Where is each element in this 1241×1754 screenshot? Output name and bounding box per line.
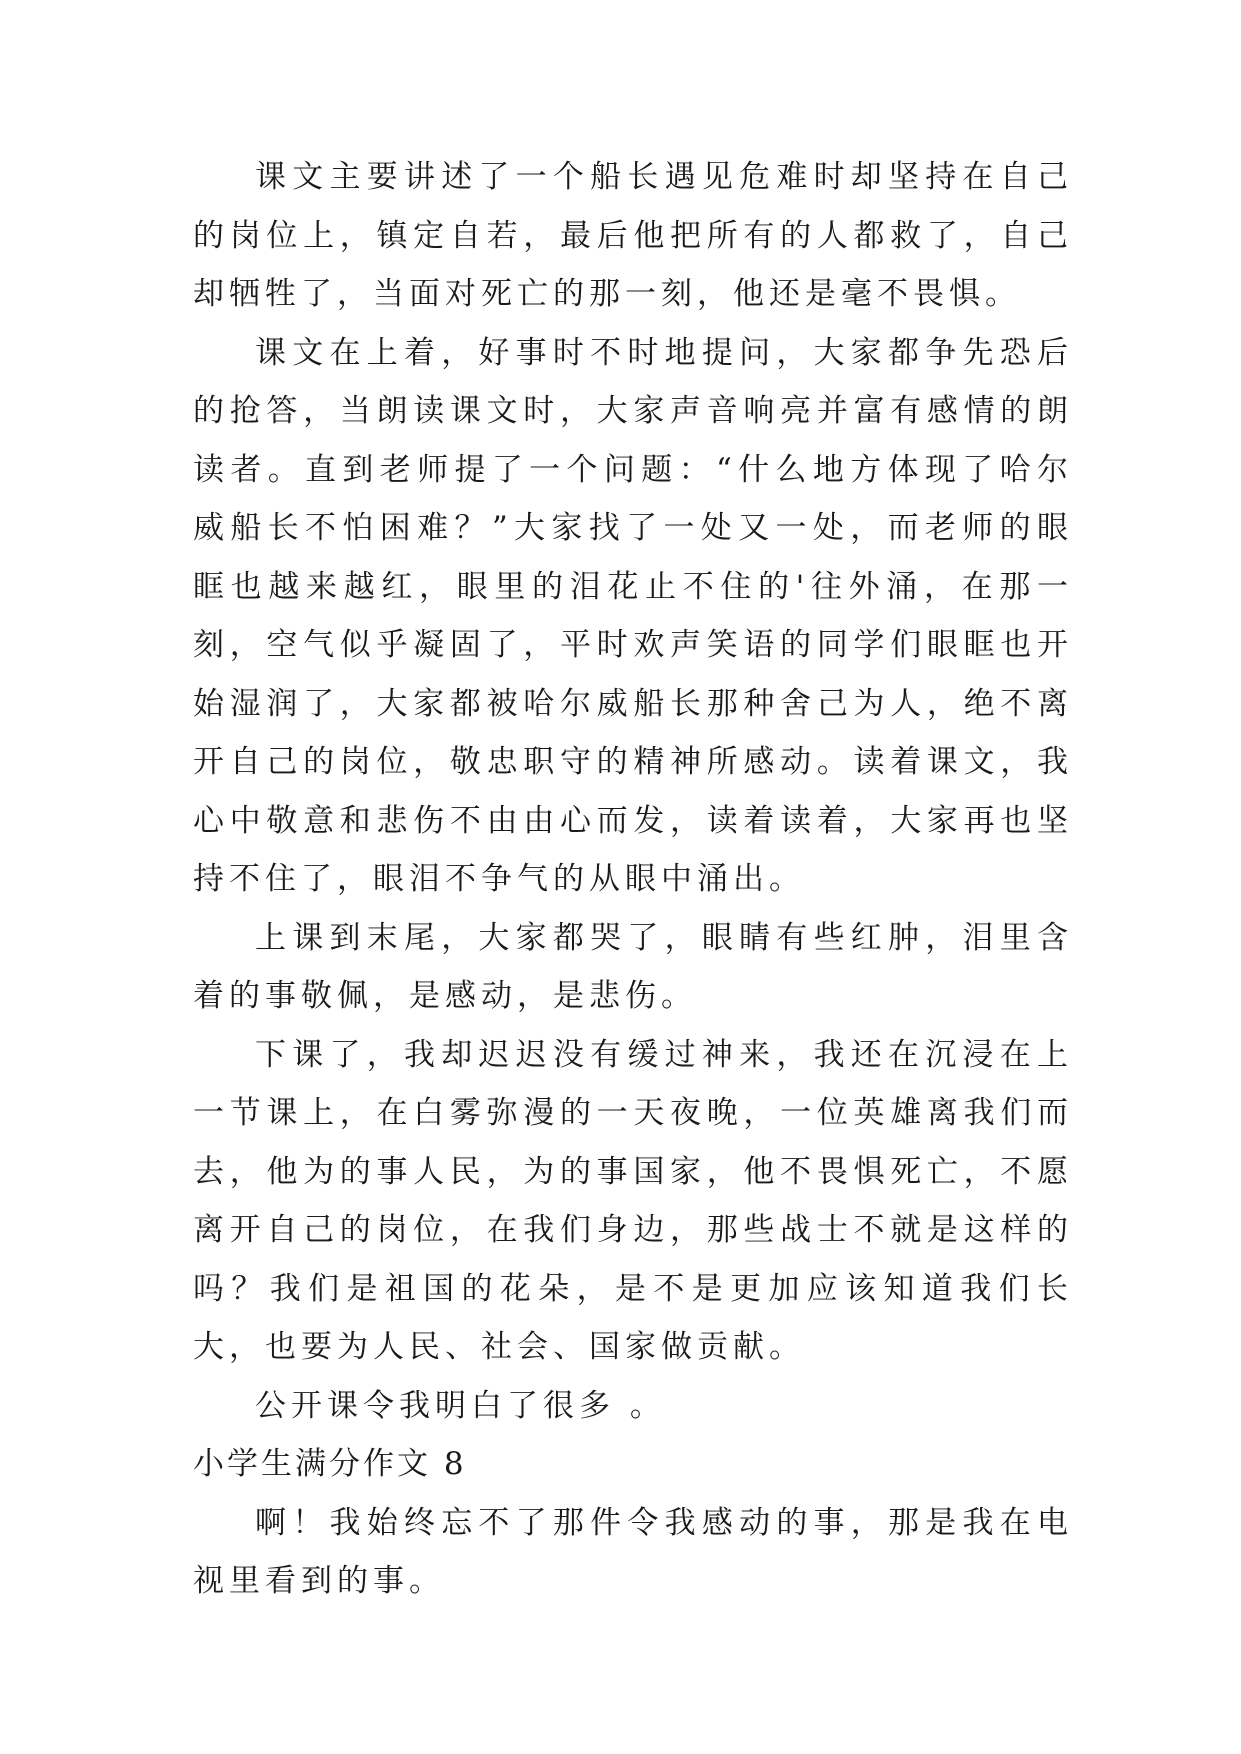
paragraph: 上课到末尾，大家都哭了，眼睛有些红肿，泪里含着的事敬佩，是感动，是悲伤。 <box>193 919 1073 1014</box>
paragraph: 啊！我始终忘不了那件令我感动的事，那是我在电视里看到的事。 <box>193 1504 1073 1599</box>
document-body <box>193 148 1073 1611</box>
paragraph: 课文主要讲述了一个船长遇见危难时却坚持在自己的岗位上，镇定自若，最后他把所有的人都救了，自己却牺牲了，当面对死亡的那一刻，他还是毫不畏惧。 <box>193 159 1073 312</box>
paragraph: 课文在上着，好事时不时地提问，大家都争先恐后的抢答，当朗读课文时，大家声音响亮并富有感情的朗读者。直到老师提了一个问题：“什么地方体现了哈尔威船长不怕困难？”大家找了一处又一处，而老师的眼眶也越来越红，眼里的泪花止不住的'往外涌，在那一刻，空气似乎凝固了，平时欢声笑语的同学们眼眶也开始湿润了，大家都被哈尔威船长那种舍己为人，绝不离开自己的岗位，敬忠职守的精神所感动。读着课文，我心中敬意和悲伤不由由心而发，读着读着，大家再也坚持不住了，眼泪不争气的从眼中涌出。 <box>193 334 1073 897</box>
paragraph: 下课了，我却迟迟没有缓过神来，我还在沉浸在上一节课上，在白雾弥漫的一天夜晚，一位英雄离我们而去，他为的事人民，为的事国家，他不畏惧死亡，不愿离开自己的岗位，在我们身边，那些战士不就是这样的吗？我们是祖国的花朵，是不是更加应该知道我们长大，也要为人民、社会、国家做贡献。 <box>193 1036 1073 1365</box>
section-heading: 小学生满分作文 8 <box>193 1446 467 1482</box>
paragraph: 公开课令我明白了很多 。 <box>255 1387 666 1424</box>
